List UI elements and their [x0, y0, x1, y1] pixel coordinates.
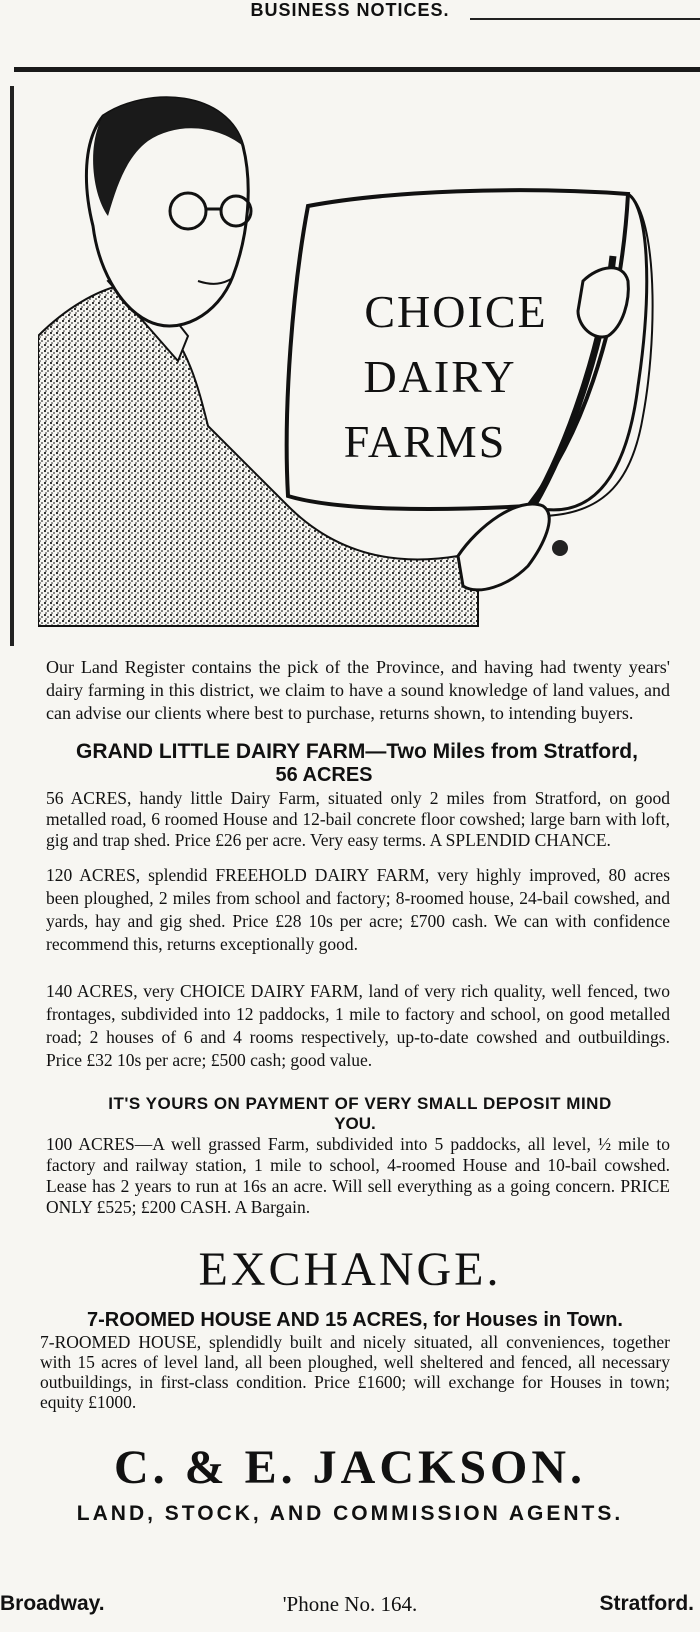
- side-rule: [10, 86, 14, 646]
- firm-name: C. & E. JACKSON.: [113, 1441, 587, 1494]
- header-rule: [470, 18, 700, 20]
- deposit-heading: IT'S YOURS ON PAYMENT OF VERY SMALL DEPOSIT MIND: [108, 1094, 612, 1113]
- footer-phone: 'Phone No. 164.: [282, 1592, 418, 1616]
- listing-140-acres: 140 ACRES, very CHOICE DAIRY FARM, land of very rich quality, well fenced, two frontages, subdivided into 12 paddocks, 1 mile to factory and school, on good metalled road; 2 houses of 6 and 4 rooms respectively, up-to-date cowshed and outbuildings. Price £32 10s per acre; £500 cash; good value.: [46, 981, 670, 1070]
- exchange-heading: 7-ROOMED HOUSE AND 15 ACRES, for Houses in Town.: [87, 1309, 623, 1331]
- top-rule: [14, 67, 700, 72]
- section-header: BUSINESS NOTICES.: [250, 0, 450, 20]
- grand-subheading: 56 ACRES: [275, 764, 373, 786]
- listing-100-acres: 100 ACRES—A well grassed Farm, subdivided into 5 paddocks, all level, ½ mile to factory and railway station, 1 mile to school, 4-roomed House and 10-bail cowshed. Lease has 2 years to run at 16s an acre. Will sell everything as a going concern. PRICE ONLY £525; £200 CASH. A Bargain.: [46, 1134, 670, 1217]
- grand-heading: GRAND LITTLE DAIRY FARM—Two Miles from Stratford,: [76, 740, 638, 763]
- exchange-title: EXCHANGE.: [198, 1243, 502, 1296]
- footer-address: Broadway.: [0, 1592, 105, 1615]
- listing-120-acres: 120 ACRES, splendid FREEHOLD DAIRY FARM, very highly improved, 80 acres been ploughed, 2 miles from school and factory; 8-roomed house, 24-bail cowshed, and yards, hay and gig shed. Price £28 10s per acre; £700 cash. We can with confidence recommend this, returns exceptionally good.: [46, 865, 670, 954]
- intro-paragraph: Our Land Register contains the pick of the Province, and having had twenty years' dairy farming in this district, we claim to have a sound knowledge of land values, and can advise our clients where best to purchase, returns shown, to intending buyers.: [46, 657, 670, 723]
- sign-line-choice: CHOICE: [364, 286, 548, 337]
- listing-56-acres: 56 ACRES, handy little Dairy Farm, situated only 2 miles from Stratford, on good metalled road, 6 roomed House and 12-bail concrete floor cowshed; large barn with loft, gig and trap shed. Price £26 per acre. Very easy terms. A SPLENDID CHANCE.: [46, 788, 670, 850]
- firm-tagline: LAND, STOCK, AND COMMISSION AGENTS.: [76, 1502, 624, 1525]
- sign-line-farms: FARMS: [343, 416, 507, 467]
- exchange-listing: 7-ROOMED HOUSE, splendidly built and nicely situated, all conveniences, together with 15 acres of level land, all been ploughed, well sheltered and fenced, all necessary outbuildings, in first-class condition. Price £1600; will exchange for Houses in town; equity £1000.: [40, 1332, 670, 1412]
- footer-town: Stratford.: [599, 1592, 694, 1615]
- deposit-subheading: YOU.: [334, 1114, 376, 1133]
- sign-line-dairy: DAIRY: [363, 351, 517, 402]
